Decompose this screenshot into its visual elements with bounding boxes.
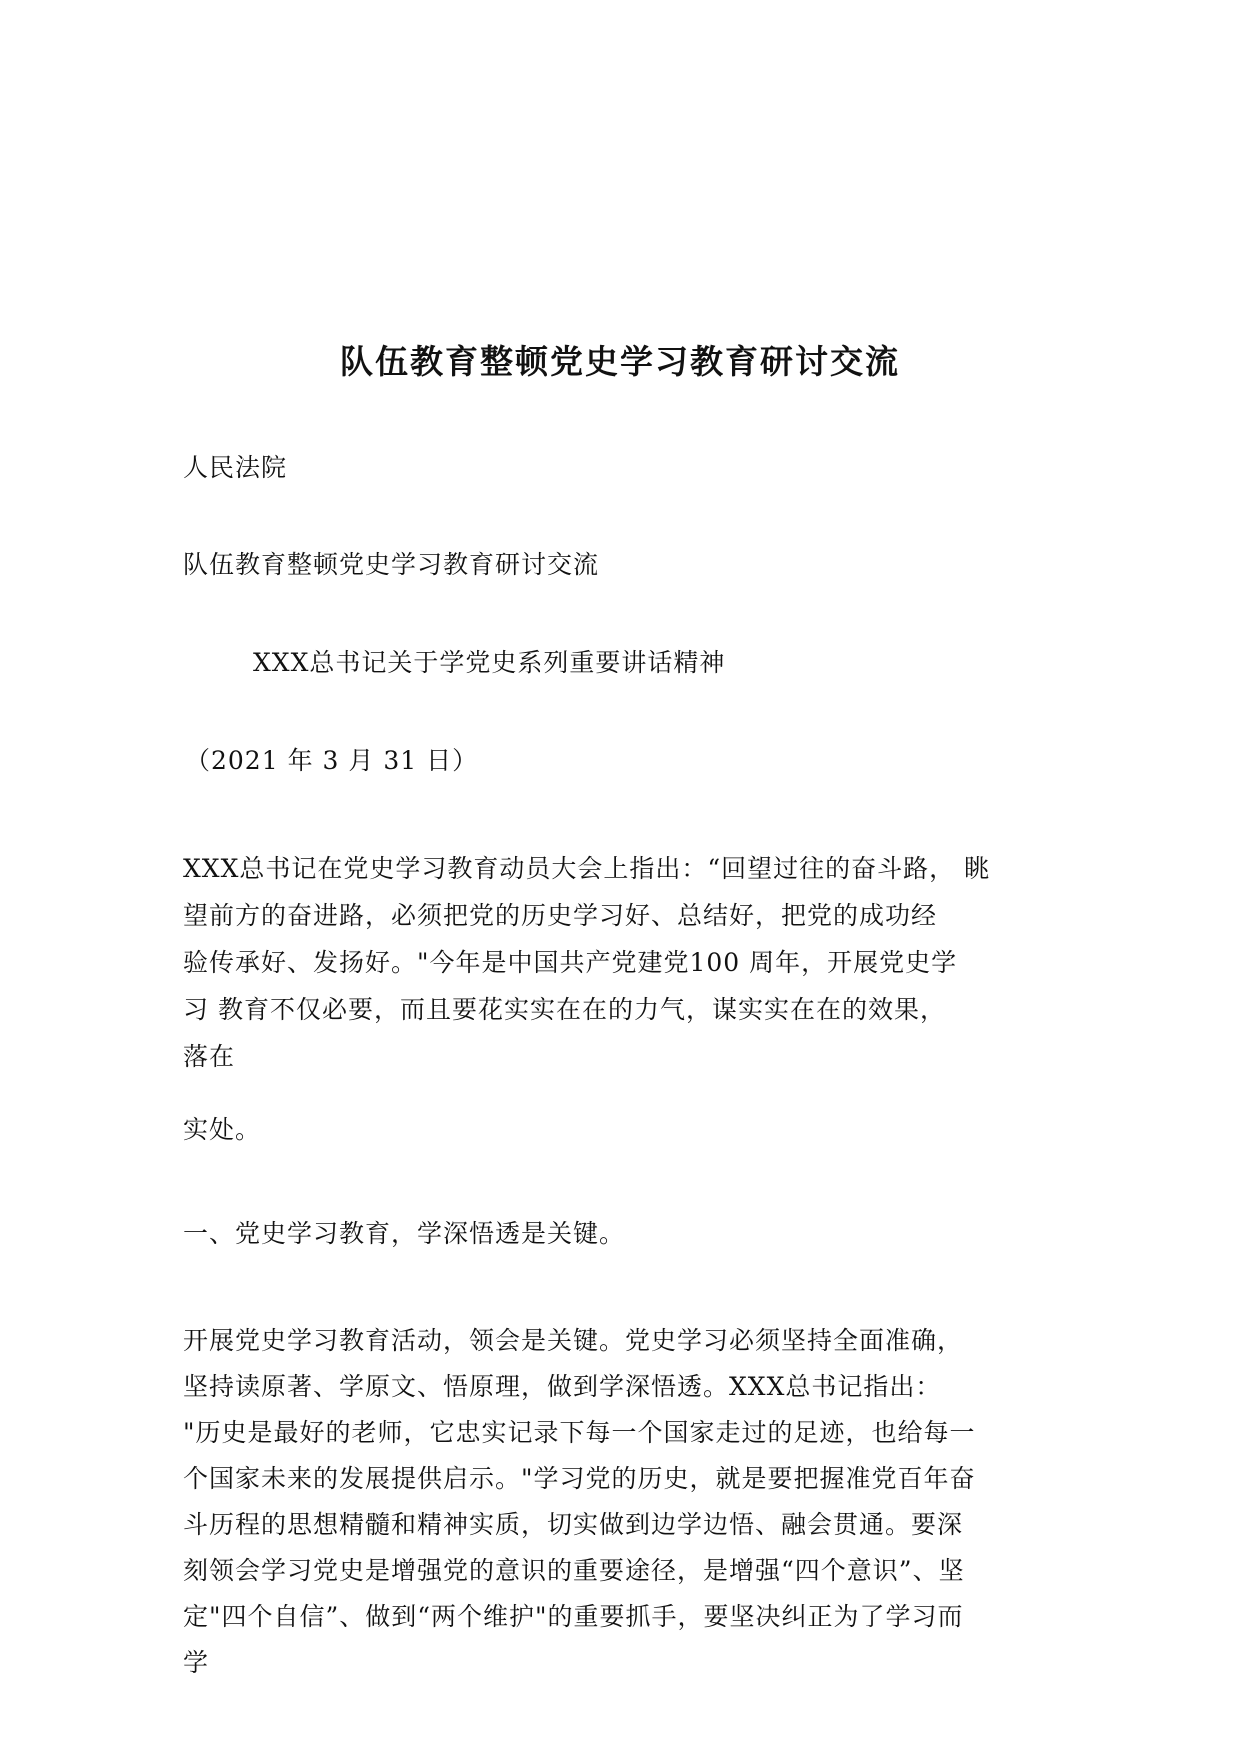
- intro-line: 望前方的奋进路，必须把党的历史学习好、总结好，把党的成功经: [183, 901, 938, 930]
- subtitle-line: 队伍教育整顿党史学习教育研讨交流: [183, 550, 600, 579]
- body-line: 刻领会学习党史是增强党的意识的重要途径，是增强“四个意识”、坚: [183, 1556, 965, 1585]
- intro-line: XXX总书记在党史学习教育动员大会上指出：“回望过往的奋斗路， 眺: [183, 854, 991, 883]
- speech-date: （2021 年 3 月 31 日）: [185, 746, 479, 775]
- body-line: 斗历程的思想精髓和精神实质，切实做到边学边悟、融会贯通。要深: [183, 1510, 964, 1539]
- speech-heading: XXX总书记关于学党史系列重要讲话精神: [253, 648, 726, 677]
- document-title: 队伍教育整顿党史学习教育研讨交流: [340, 342, 900, 381]
- section-heading: 一、党史学习教育，学深悟透是关键。: [183, 1219, 626, 1248]
- intro-line: 习 教育不仅必要，而且要花实实在在的力气，谋实实在在的效果，: [183, 995, 946, 1024]
- body-line: 个国家未来的发展提供启示。"学习党的历史，就是要把握准党百年奋: [183, 1464, 976, 1493]
- section-body: [183, 1318, 1063, 1686]
- intro-tail: 实处。: [183, 1115, 262, 1144]
- intro-paragraph: [183, 845, 1063, 1080]
- body-line: 学: [183, 1648, 210, 1677]
- intro-line: 落在: [183, 1042, 236, 1071]
- body-line: 定"四个自信”、做到“两个维护"的重要抓手，要坚决纠正为了学习而: [183, 1602, 964, 1631]
- body-line: 坚持读原著、学原文、悟原理，做到学深悟透。XXX总书记指出：: [183, 1372, 942, 1401]
- author-line: 人民法院: [183, 453, 288, 482]
- body-line: 开展党史学习教育活动，领会是关键。党史学习必须坚持全面准确，: [183, 1326, 964, 1355]
- body-line: "历史是最好的老师，它忠实记录下每一个国家走过的足迹，也给每一: [183, 1418, 976, 1447]
- intro-line: 验传承好、发扬好。"今年是中国共产党建党100 周年，开展党史学: [183, 948, 958, 977]
